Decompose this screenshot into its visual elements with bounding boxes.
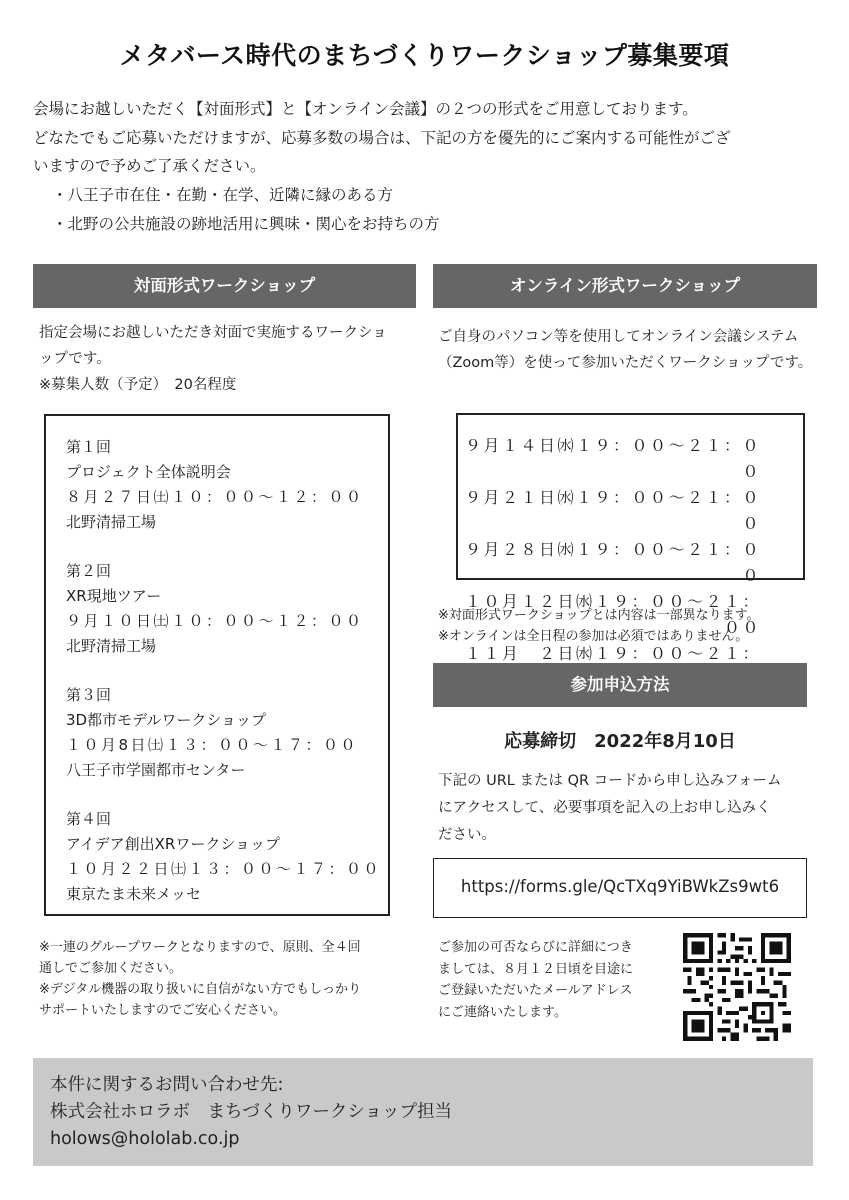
in-person-notes [39,937,419,1021]
session-datetime: １０月8日㈯１３：００～１７：００ [66,736,359,754]
session-datetime: １０月２２日㈯１３：００～１７：００ [66,860,382,878]
schedule-item: １０月１２日㈬１９：００～２１：００ [464,592,761,637]
schedule-item: ９月２１日㈬１９：００～２１：００ [464,488,761,533]
result-notice [438,937,678,1023]
session-number: 第３回 [66,686,112,704]
online-heading: オンライン形式ワークショップ [433,264,817,308]
apply-heading: 参加申込方法 [433,663,807,707]
result-line: ご参加の可否ならびに詳細につき [438,940,633,955]
session-name: アイデア創出XRワークショップ [66,835,281,853]
schedule-list [458,433,803,693]
session-datetime: ８月２７日㈯１０：００～１２：００ [66,488,364,506]
session-number: 第４回 [66,810,112,828]
in-person-heading: 対面形式ワークショップ [33,264,416,308]
deadline-text: 応募締切 2022年8月10日 [504,731,736,752]
form-url-link[interactable]: https://forms.gle/QcTXq9YiBWkZs9wt6 [433,858,807,918]
online-notes [438,605,828,647]
contact-label: 本件に関するお問い合わせ先: [50,1075,284,1095]
desc-line: 指定会場にお越しいただき対面で実施するワークショ [39,325,387,341]
result-line: にご連絡いたします。 [438,1004,567,1020]
session-item [66,559,388,659]
note-line: ※対面形式ワークショップとは内容は一部異なります。 [438,608,760,623]
qr-code-icon[interactable] [683,933,791,1041]
session-item [66,807,388,907]
session-place: 八王子市学園都市センター [66,761,246,779]
in-person-sessions-box [44,414,390,916]
apply-instructions [438,768,818,849]
schedule-item: ９月２８日㈬１９：００～２１：００ [464,540,761,585]
intro-line: どなたでもご応募いただけますが、応募多数の場合は、下記の方を優先的にご案内する可能性がござ [33,128,731,147]
intro-line: 会場にお越しいただく【対面形式】と【オンライン会議】の２つの形式をご用意しております。 [33,100,698,118]
note-line: ※デジタル機器の取り扱いに自信がない方でもしっかり [39,982,362,997]
session-datetime: ９月１０日㈯１０：００～１２：００ [66,612,364,630]
note-line: 通しでご参加ください。 [39,961,183,976]
note-line: サポートいたしますのでご安心ください。 [39,1003,287,1018]
result-line: ご登録いただいたメールアドレス [438,983,633,998]
session-name: XR現地ツアー [66,587,162,605]
session-name: プロジェクト全体説明会 [66,463,231,481]
session-place: 北野清掃工場 [66,513,157,531]
session-item [66,435,388,535]
instr-line: ださい。 [438,827,496,843]
intro-text [33,95,823,181]
priority-list [52,181,440,239]
contact-footer [33,1058,813,1166]
session-number: 第２回 [66,562,112,580]
session-name: 3D都市モデルワークショップ [66,711,267,729]
desc-line: （Zoom等）を使って参加いただくワークショップです。 [438,355,813,371]
instr-line: 下記の URL または QR コードから申し込みフォーム [438,773,782,789]
session-place: 東京たま未来メッセ [66,885,202,903]
capacity-note: ※募集人数（予定） 20名程度 [39,377,237,393]
schedule-item: １１月 ２日㈬１９：００～２１： [464,644,761,663]
contact-email[interactable]: holows@hololab.co.jp [50,1129,240,1149]
schedule-item: ９月１４日㈬１９：００～２１：００ [464,436,761,481]
online-description [438,324,828,376]
note-line: ※オンラインは全日程の参加は必須ではありません。 [438,629,749,644]
note-line: ※一連のグループワークとなりますので、原則、全４回 [39,940,361,955]
session-place: 北野清掃工場 [66,637,157,655]
in-person-description [39,320,419,398]
session-number: 第１回 [66,438,112,456]
priority-item: ・八王子市在住・在勤・在学、近隣に縁のある方 [52,186,394,204]
page-title: メタバース時代のまちづくりワークショップ募集要項 [119,41,730,70]
instr-line: にアクセスして、必要事項を記入の上お申し込みく [438,800,771,816]
contact-org: 株式会社ホロラボ まちづくりワークショップ担当 [50,1102,452,1122]
desc-line: ご自身のパソコン等を使用してオンライン会議システム [438,329,799,345]
priority-item: ・北野の公共施設の跡地活用に興味・関心をお持ちの方 [52,215,440,233]
result-line: ましては、８月１２日頃を目途に [438,961,634,977]
desc-line: ップです。 [39,351,111,367]
session-item [66,683,388,783]
intro-line: いますので予めご了承ください。 [33,157,266,175]
